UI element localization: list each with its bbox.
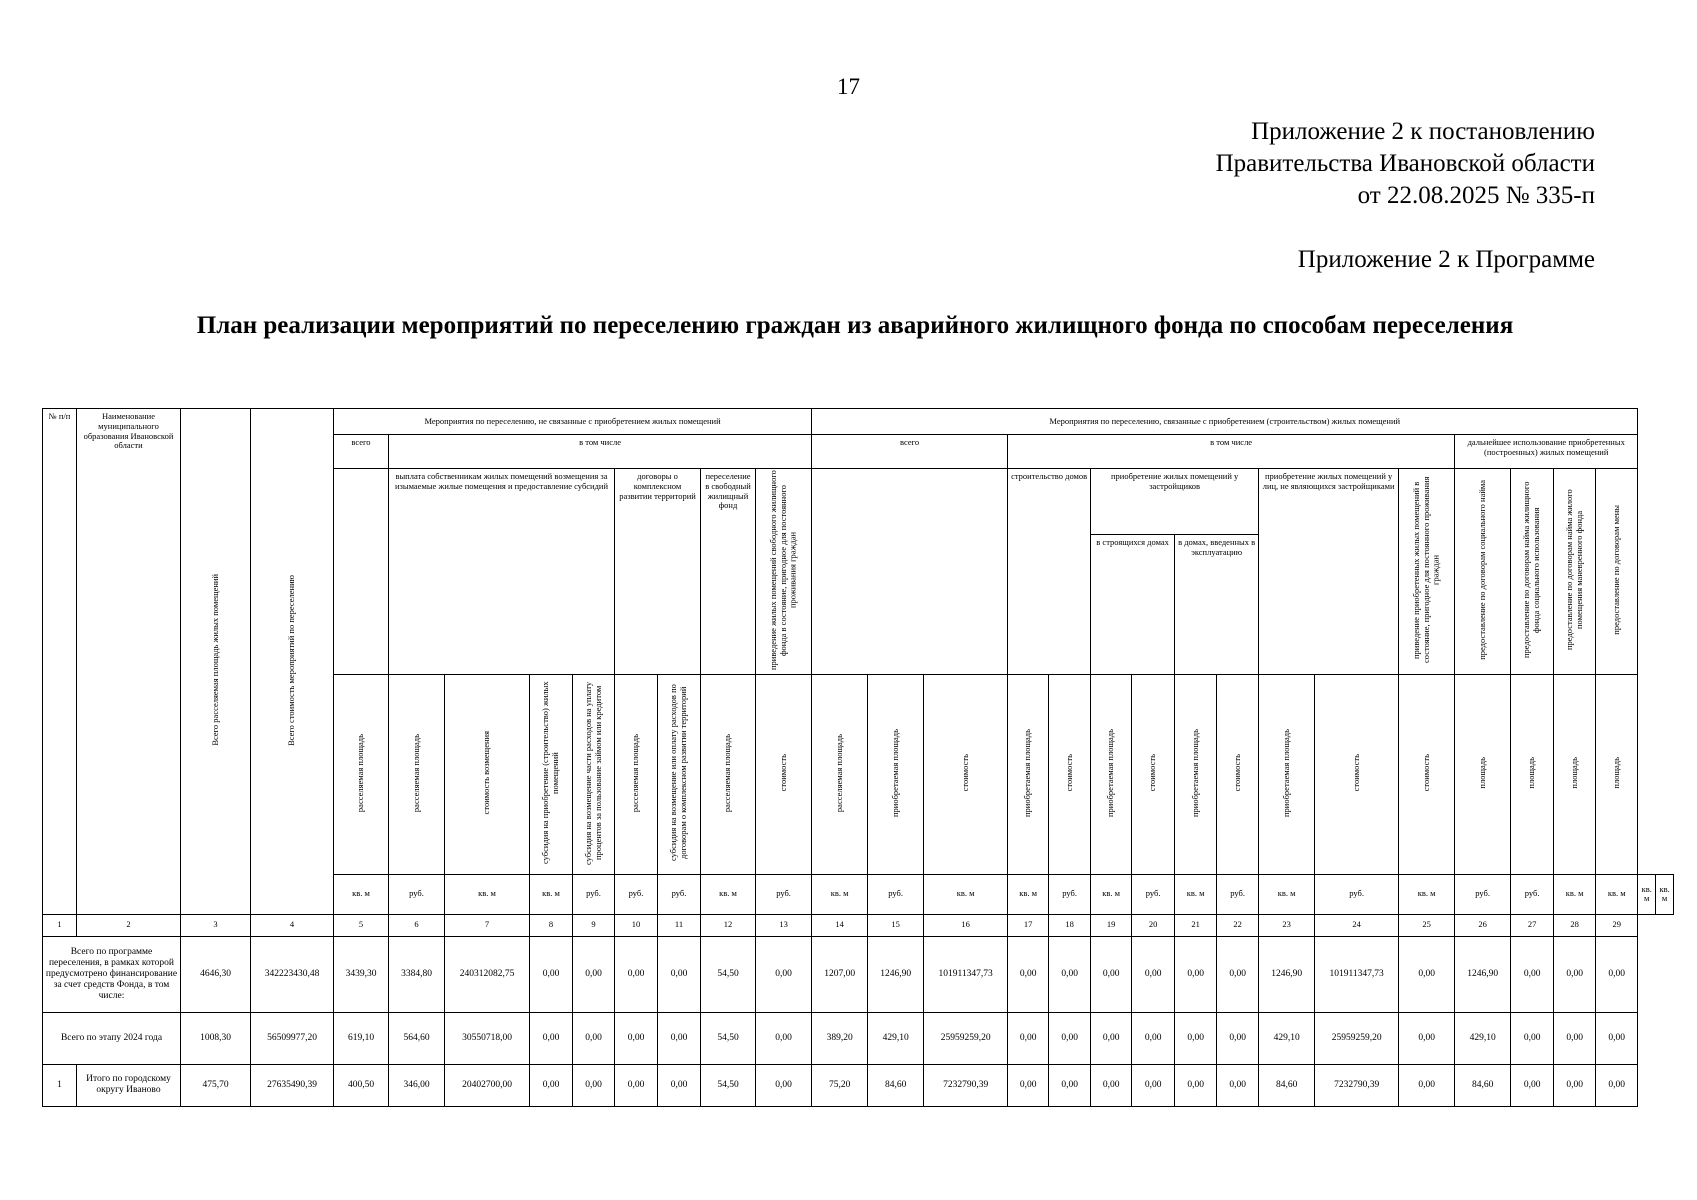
column-number-cell: 7 [445, 914, 530, 936]
header-num: № п/п [43, 409, 77, 915]
table-value-cell: 25959259,20 [924, 1012, 1008, 1064]
unit-cell: руб. [1315, 874, 1399, 914]
sub-col-14 [812, 674, 868, 874]
header-construction: строительство домов [1008, 469, 1091, 675]
table-value-cell: 0,00 [1399, 1064, 1455, 1106]
sub-col-12 [701, 674, 756, 874]
column-number-cell: 2 [77, 914, 181, 936]
table-value-cell: 0,00 [1217, 936, 1259, 1012]
unit-cell: кв. м [1091, 874, 1132, 914]
sub-col-21 [1175, 674, 1217, 874]
sub-col-11-text: субсидия на возмещение или оплату расходов по договорам о комплексном развитии территорий [668, 684, 688, 862]
table-value-cell: 0,00 [658, 1064, 701, 1106]
table-value-cell: 1246,90 [1455, 936, 1511, 1012]
sub-col-8 [530, 674, 573, 874]
column-number-cell: 9 [573, 914, 615, 936]
table-value-cell: 0,00 [1554, 1064, 1596, 1106]
table-value-cell: 0,00 [756, 936, 812, 1012]
column-number-cell: 4 [251, 914, 334, 936]
column-number-cell: 21 [1175, 914, 1217, 936]
header-social-lease [1455, 469, 1511, 675]
table-value-cell: 0,00 [1554, 936, 1596, 1012]
sub-col-15 [868, 674, 924, 874]
unit-cell: кв. м [334, 874, 389, 914]
table-value-cell: 429,10 [868, 1012, 924, 1064]
column-number-cell: 10 [615, 914, 658, 936]
header-bring-fund [756, 469, 812, 675]
table-value-cell: 1207,00 [812, 936, 868, 1012]
header-further-use: дальнейшее использование приобретенных (построенных) жилых помещений [1455, 435, 1638, 469]
column-number-cell: 24 [1315, 914, 1399, 936]
table-value-cell: 0,00 [1175, 1064, 1217, 1106]
table-value-cell: 54,50 [701, 1064, 756, 1106]
sub-col-6 [389, 674, 445, 874]
table-value-cell: 84,60 [1455, 1064, 1511, 1106]
sub-col-5 [334, 674, 389, 874]
sub-col-18 [1049, 674, 1091, 874]
table-value-cell: 1246,90 [868, 936, 924, 1012]
sub-col-26 [1455, 674, 1511, 874]
sub-col-24-text: стоимость [1350, 754, 1361, 792]
table-value-cell: 0,00 [756, 1064, 812, 1106]
table-value-cell: 0,00 [1132, 936, 1175, 1012]
table-value-cell: 0,00 [530, 1064, 573, 1106]
header-commercial-lease-text: предоставление по договорам найма жилищного фонда социального использования [1521, 481, 1542, 659]
sub-col-28 [1554, 674, 1596, 874]
column-number-cell: 6 [389, 914, 445, 936]
sub-col-27-text: площадь [1526, 757, 1537, 789]
unit-cell: кв. м [812, 874, 868, 914]
sub-col-10 [615, 674, 658, 874]
sub-col-17 [1008, 674, 1049, 874]
column-number-cell: 11 [658, 914, 701, 936]
column-number-cell: 13 [756, 914, 812, 936]
sub-col-7-text: стоимость возмещения [481, 731, 492, 815]
sub-col-20 [1132, 674, 1175, 874]
table-value-cell: 84,60 [1259, 1064, 1315, 1106]
table-value-cell: 0,00 [530, 936, 573, 1012]
unit-cell: руб. [573, 874, 615, 914]
table-value-cell: 0,00 [1175, 936, 1217, 1012]
table-value-cell: 400,50 [334, 1064, 389, 1106]
header-g1-incl: в том числе [389, 435, 812, 469]
sub-col-14-text: расселяемая площадь [833, 733, 844, 812]
table-value-cell: 0,00 [1049, 1064, 1091, 1106]
sub-col-7 [445, 674, 530, 874]
table-value-cell: 30550718,00 [445, 1012, 530, 1064]
header-maneuver [1554, 469, 1596, 675]
sub-col-12-text: расселяемая площадь [722, 733, 733, 812]
column-number-cell: 27 [1511, 914, 1554, 936]
sub-col-8-text: субсидия на приобретение (строительство) жилых помещений [540, 681, 560, 865]
sub-col-9 [573, 674, 615, 874]
table-value-cell: 475,70 [181, 1064, 251, 1106]
unit-cell: руб. [389, 874, 445, 914]
header-commissioned: в домах, введенных в эксплуатацию [1175, 534, 1259, 674]
unit-cell: руб. [1455, 874, 1511, 914]
sub-col-22 [1217, 674, 1259, 874]
row-label: Всего по программе переселения, в рамках которой предусмотрено финансирование за счет средств Фонда, в том числе: [43, 936, 181, 1012]
table-value-cell: 0,00 [756, 1012, 812, 1064]
sub-col-19-text: приобретаемая площадь [1105, 728, 1116, 817]
header-g1-total: всего [334, 435, 389, 469]
sub-col-29-text: площадь [1610, 757, 1621, 789]
column-number-cell: 3 [181, 914, 251, 936]
column-number-cell: 18 [1049, 914, 1091, 936]
sub-col-15-text: приобретаемая площадь [889, 728, 900, 817]
table-value-cell: 0,00 [1596, 1012, 1638, 1064]
table-value-cell: 0,00 [1175, 1012, 1217, 1064]
appendix-line-3: от 22.08.2025 № 335-п [1357, 182, 1595, 209]
sub-col-13-text: стоимость [777, 754, 788, 792]
unit-cell: кв. м [1656, 874, 1674, 914]
table-value-cell: 346,00 [389, 1064, 445, 1106]
table-value-cell: 0,00 [1049, 1012, 1091, 1064]
sub-col-26-text: площадь [1476, 757, 1487, 789]
table-value-cell: 0,00 [1399, 1012, 1455, 1064]
sub-col-17-text: приобретаемая площадь [1022, 728, 1033, 817]
table-value-cell: 0,00 [1091, 936, 1132, 1012]
column-number-cell: 25 [1399, 914, 1455, 936]
table-value-cell: 3439,30 [334, 936, 389, 1012]
table-value-cell: 75,20 [812, 1064, 868, 1106]
sub-col-13 [756, 674, 812, 874]
header-bring-fund-text: приведение жилых помещений свободного жилищного фонда в состояние, пригодное для постоянного проживания граждан [767, 470, 798, 670]
table-value-cell: 54,50 [701, 936, 756, 1012]
sub-col-29 [1596, 674, 1638, 874]
appendix-line-2: Правительства Ивановской области [1215, 150, 1595, 177]
table-value-cell: 0,00 [573, 1064, 615, 1106]
table-value-cell: 342223430,48 [251, 936, 334, 1012]
sub-col-21-text: приобретаемая площадь [1189, 728, 1200, 817]
column-number-cell: 8 [530, 914, 573, 936]
table-value-cell: 84,60 [868, 1064, 924, 1106]
header-non-developers: приобретение жилых помещений у лиц, не являющихся застройщиками [1259, 469, 1399, 675]
table-value-cell: 4646,30 [181, 936, 251, 1012]
header-commercial-lease [1511, 469, 1554, 675]
table-value-cell: 0,00 [1511, 1064, 1554, 1106]
header-exchange [1596, 469, 1638, 675]
sub-col-11 [658, 674, 701, 874]
table-value-cell: 0,00 [1132, 1064, 1175, 1106]
table-value-cell: 0,00 [573, 936, 615, 1012]
unit-cell: руб. [1511, 874, 1554, 914]
column-number-cell: 14 [812, 914, 868, 936]
sub-col-16 [924, 674, 1008, 874]
table-value-cell: 1008,30 [181, 1012, 251, 1064]
table-value-cell: 0,00 [1554, 1012, 1596, 1064]
header-payment: выплата собственникам жилых помещений возмещения за изымаемые жилые помещения и предоставление субсидий [389, 469, 615, 675]
column-number-cell: 28 [1554, 914, 1596, 936]
column-number-cell: 12 [701, 914, 756, 936]
table-value-cell: 7232790,39 [1315, 1064, 1399, 1106]
table-value-cell: 20402700,00 [445, 1064, 530, 1106]
table-value-cell: 27635490,39 [251, 1064, 334, 1106]
table-value-cell: 54,50 [701, 1012, 756, 1064]
header-total-cost [251, 409, 334, 915]
table-value-cell: 0,00 [1008, 1012, 1049, 1064]
sub-col-19 [1091, 674, 1132, 874]
table-value-cell: 0,00 [530, 1012, 573, 1064]
header-exchange-text: предоставление по договорам мены [1610, 505, 1621, 635]
sub-col-9-text: субсидия на возмещение части расходов на уплату процентов за пользование займом или кредитом [582, 681, 603, 865]
sub-col-25 [1399, 674, 1455, 874]
table-value-cell: 389,20 [812, 1012, 868, 1064]
document-title: План реализации мероприятий по переселению граждан из аварийного жилищного фонда по способам переселения [196, 312, 1514, 339]
unit-cell: кв. м [1259, 874, 1315, 914]
header-group-not-acquisition: Мероприятия по переселению, не связанные с приобретением жилых помещений [334, 409, 812, 435]
unit-cell: кв. м [1399, 874, 1455, 914]
table-value-cell: 7232790,39 [924, 1064, 1008, 1106]
table-value-cell: 101911347,73 [1315, 936, 1399, 1012]
unit-cell: руб. [868, 874, 924, 914]
header-total-cost-text: Всего стоимость мероприятий по переселению [286, 574, 297, 746]
unit-cell: кв. м [1008, 874, 1049, 914]
sub-col-28-text: площадь [1568, 757, 1579, 789]
unit-cell: руб. [1049, 874, 1091, 914]
unit-cell: руб. [756, 874, 812, 914]
sub-col-25-text: стоимость [1420, 754, 1431, 792]
table-value-cell: 0,00 [1511, 1012, 1554, 1064]
program-appendix: Приложение 2 к Программе [1297, 246, 1595, 273]
row-num: 1 [43, 1064, 77, 1106]
header-g1-total-spacer [334, 469, 389, 675]
table-value-cell: 0,00 [1132, 1012, 1175, 1064]
header-under-construction: в строящихся домах [1091, 534, 1175, 674]
resettlement-plan-table [42, 408, 1674, 1107]
column-number-cell: 1 [43, 914, 77, 936]
table-value-cell: 0,00 [1217, 1012, 1259, 1064]
table-value-cell: 0,00 [615, 936, 658, 1012]
table-value-cell: 0,00 [615, 1012, 658, 1064]
header-free-fund: переселение в свободный жилищный фонд [701, 469, 756, 675]
unit-cell: кв. м [1596, 874, 1638, 914]
column-number-cell: 23 [1259, 914, 1315, 936]
header-maneuver-text: предоставление по договорам найма жилого помещения маневренного фонда [1563, 489, 1584, 651]
header-contracts: договоры о комплексном развитии территорий [615, 469, 701, 675]
sub-col-6-text: расселяемая площадь [410, 733, 421, 812]
table-value-cell: 429,10 [1455, 1012, 1511, 1064]
table-value-cell: 0,00 [1008, 1064, 1049, 1106]
unit-cell: кв. м [1175, 874, 1217, 914]
sub-col-10-text: расселяемая площадь [630, 733, 641, 812]
sub-col-27 [1511, 674, 1554, 874]
header-g2-total: всего [812, 435, 1008, 469]
unit-cell: кв. м [530, 874, 573, 914]
table-value-cell: 101911347,73 [924, 936, 1008, 1012]
sub-col-22-text: стоимость [1231, 754, 1242, 792]
table-value-cell: 1246,90 [1259, 936, 1315, 1012]
appendix-line-1: Приложение 2 к постановлению [1251, 118, 1595, 145]
sub-col-24 [1315, 674, 1399, 874]
table-value-cell: 56509977,20 [251, 1012, 334, 1064]
column-number-cell: 26 [1455, 914, 1511, 936]
sub-col-5-text: расселяемая площадь [355, 733, 366, 812]
table-value-cell: 0,00 [1217, 1064, 1259, 1106]
unit-cell: кв. м [701, 874, 756, 914]
column-number-cell: 5 [334, 914, 389, 936]
sub-col-20-text: стоимость [1147, 754, 1158, 792]
header-group-acquisition: Мероприятия по переселению, связанные с приобретением (строительством) жилых помещений [812, 409, 1638, 435]
column-number-cell: 29 [1596, 914, 1638, 936]
unit-cell: руб. [1217, 874, 1259, 914]
header-developers: приобретение жилых помещений у застройщиков [1091, 469, 1259, 535]
table-value-cell: 0,00 [573, 1012, 615, 1064]
table-value-cell: 0,00 [1596, 936, 1638, 1012]
header-social-lease-text: предоставление по договорам социального найма [1476, 480, 1487, 660]
column-number-cell: 20 [1132, 914, 1175, 936]
column-number-cell: 15 [868, 914, 924, 936]
table-value-cell: 0,00 [1049, 936, 1091, 1012]
column-number-cell: 17 [1008, 914, 1049, 936]
table-value-cell: 0,00 [1399, 936, 1455, 1012]
sub-col-23-text: приобретаемая площадь [1280, 728, 1291, 817]
sub-col-23 [1259, 674, 1315, 874]
header-bring-acquired-text: приведение приобретенных жилых помещений в состояние, пригодное для постоянного проживания граждан [1410, 476, 1441, 664]
unit-cell: руб. [1132, 874, 1175, 914]
unit-cell: кв. м [924, 874, 1008, 914]
row-label: Всего по этапу 2024 года [43, 1012, 181, 1064]
table-value-cell: 3384,80 [389, 936, 445, 1012]
unit-cell: руб. [658, 874, 701, 914]
table-value-cell: 619,10 [334, 1012, 389, 1064]
table-value-cell: 0,00 [1596, 1064, 1638, 1106]
column-number-cell: 22 [1217, 914, 1259, 936]
sub-col-16-text: стоимость [959, 754, 970, 792]
unit-cell: кв. м [1554, 874, 1596, 914]
column-number-cell: 16 [924, 914, 1008, 936]
table-value-cell: 0,00 [615, 1064, 658, 1106]
header-municipality: Наименование муниципального образования Ивановской области [77, 409, 181, 915]
table-value-cell: 240312082,75 [445, 936, 530, 1012]
table-value-cell: 0,00 [1008, 936, 1049, 1012]
unit-cell: руб. [615, 874, 658, 914]
table-value-cell: 564,60 [389, 1012, 445, 1064]
table-value-cell: 0,00 [1091, 1064, 1132, 1106]
header-g2-total-spacer [812, 469, 1008, 675]
row-label: Итого по городскому округу Иваново [77, 1064, 181, 1106]
page-number: 17 [837, 74, 860, 99]
header-total-area-text: Всего расселяемая площадь жилых помещений [209, 574, 220, 746]
table-value-cell: 25959259,20 [1315, 1012, 1399, 1064]
table-value-cell: 0,00 [1091, 1012, 1132, 1064]
unit-cell: кв. м [445, 874, 530, 914]
header-total-area [181, 409, 251, 915]
table-value-cell: 0,00 [1511, 936, 1554, 1012]
sub-col-18-text: стоимость [1063, 754, 1074, 792]
column-number-cell: 19 [1091, 914, 1132, 936]
unit-cell: кв. м [1638, 874, 1656, 914]
table-value-cell: 0,00 [658, 1012, 701, 1064]
table-value-cell: 429,10 [1259, 1012, 1315, 1064]
table-value-cell: 0,00 [658, 936, 701, 1012]
appendix-block [1216, 116, 1595, 212]
header-bring-acquired [1399, 469, 1455, 675]
header-g2-incl: в том числе [1008, 435, 1455, 469]
